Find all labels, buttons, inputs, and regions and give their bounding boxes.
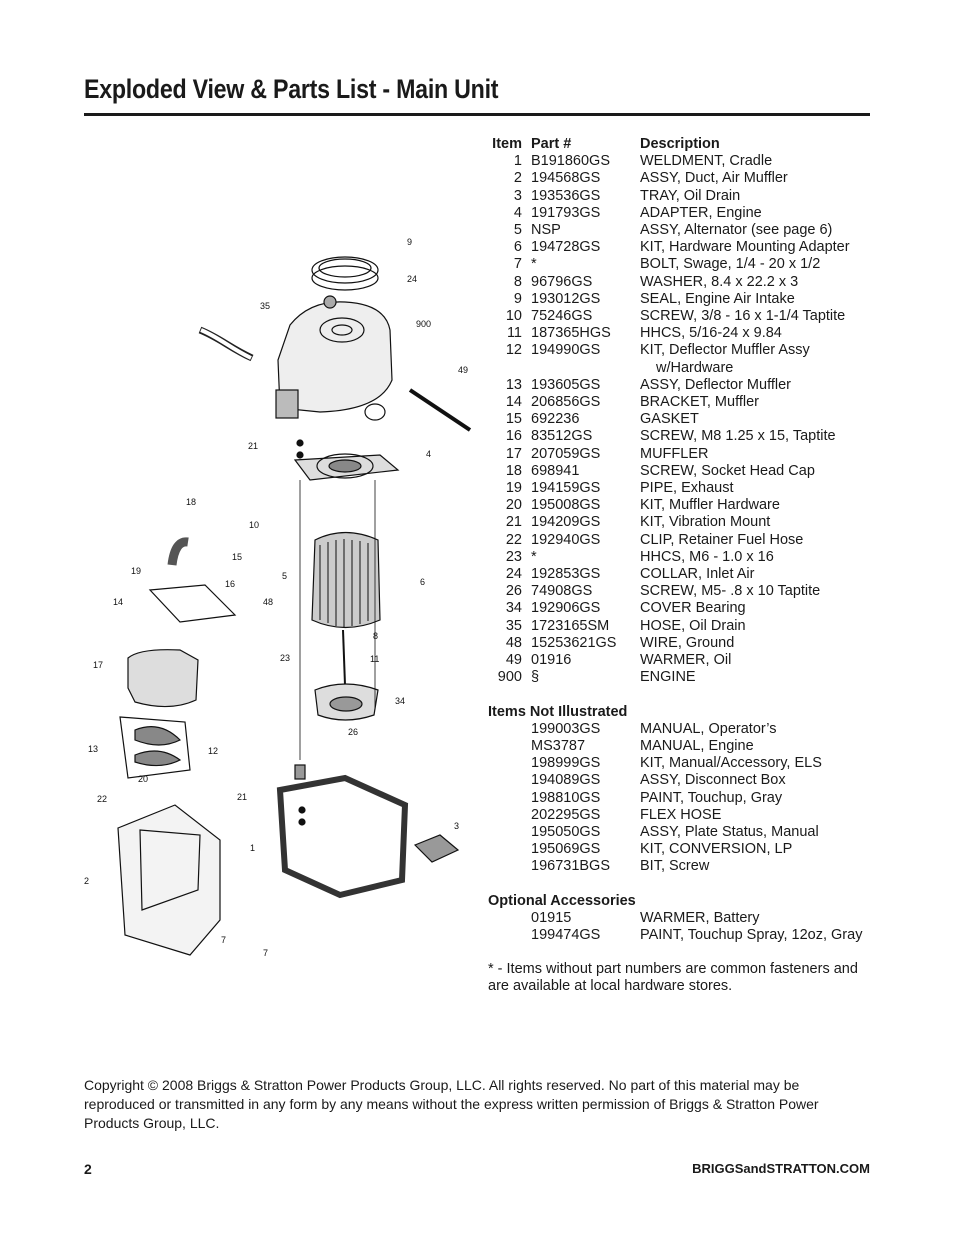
part-description: ASSY, Deflector Muffler [640, 376, 791, 393]
list-item [488, 858, 878, 875]
part-description: ADAPTER, Engine [640, 204, 762, 221]
callout-8: 8 [373, 631, 379, 641]
part-description: WIRE, Ground [640, 634, 735, 651]
part-item-number: 34 [505, 600, 522, 617]
cradle-frame [280, 778, 405, 895]
deflector-muffler [120, 717, 190, 778]
list-item [488, 807, 878, 824]
part-description: KIT, Deflector Muffler Assy [640, 342, 810, 359]
part-description: ASSY, Plate Status, Manual [640, 823, 819, 840]
callout-5: 5 [282, 571, 288, 581]
title-divider [84, 113, 870, 116]
callout-21b: 21 [237, 792, 248, 802]
callout-3: 3 [454, 821, 460, 831]
callout-16: 16 [225, 579, 236, 589]
parts-row [488, 256, 878, 273]
part-item-number: 35 [505, 617, 522, 634]
item-spacer [488, 738, 522, 755]
list-item [488, 824, 878, 841]
muffler [128, 650, 198, 707]
part-description: SCREW, M5- .8 x 10 Taptite [640, 583, 821, 600]
part-description: CLIP, Retainer Fuel Hose [640, 531, 804, 548]
callout-17: 17 [93, 660, 104, 670]
parts-row-continuation [488, 360, 878, 377]
part-item-number: 4 [513, 204, 522, 221]
part-item-number: 20 [505, 497, 522, 514]
item-spacer [488, 807, 522, 824]
part-description: ENGINE [640, 669, 696, 686]
exhaust-pipe [172, 542, 188, 565]
fastener-note: * - Items without part numbers are common fasteners and are available at local hardware stores. [488, 961, 858, 995]
header-part: Part # [531, 136, 572, 152]
part-item-number: 11 [506, 325, 522, 342]
parts-row [488, 618, 878, 635]
list-item [488, 721, 878, 738]
copyright-notice: Copyright © 2008 Briggs & Stratton Power Products Group, LLC. All rights reserved. No part of this material may be reproduced or transmitted in any form by any means without the express written permission of Briggs & Stratton Power Products Group, LLC. [84, 1077, 819, 1131]
part-description: PAINT, Touchup, Gray [640, 789, 783, 806]
part-description: WARMER, Battery [640, 909, 760, 926]
part-description: ASSY, Alternator (see page 6) [640, 222, 833, 239]
part-description: BOLT, Swage, 1/4 - 20 x 1/2 [640, 256, 821, 273]
part-item-number: 12 [505, 342, 522, 359]
header-item: Item [492, 136, 522, 152]
part-item-number: 6 [513, 239, 522, 256]
part-number: NSP [531, 222, 561, 239]
parts-row [488, 549, 878, 566]
part-number: * [531, 548, 537, 565]
part-number: 194209GS [531, 514, 601, 531]
list-item [488, 841, 878, 858]
part-number: B191860GS [531, 153, 611, 170]
parts-table-body [488, 153, 878, 686]
part-number: 96796GS [531, 273, 593, 290]
parts-row [488, 583, 878, 600]
part-number: 75246GS [531, 308, 593, 325]
parts-row [488, 514, 878, 531]
part-item-number: 5 [513, 222, 522, 239]
part-number: 198999GS [531, 755, 601, 772]
parts-row [488, 446, 878, 463]
parts-row [488, 170, 878, 187]
parts-row [488, 153, 878, 170]
footer-website: BRIGGSandSTRATTON.COM [692, 1161, 870, 1176]
part-item-number: 49 [505, 652, 522, 669]
part-description: WELDMENT, Cradle [640, 153, 773, 170]
list-item [488, 927, 878, 944]
part-item-number: 16 [505, 428, 522, 445]
part-number: MS3787 [531, 737, 586, 754]
callout-48: 48 [263, 597, 274, 607]
part-number: * [531, 256, 537, 273]
part-item-number: 48 [505, 634, 522, 651]
page-number: 2 [84, 1161, 92, 1177]
header-description: Description [640, 136, 720, 152]
part-item-number: 19 [505, 480, 522, 497]
part-number: 698941 [531, 462, 580, 479]
callout-14: 14 [113, 597, 124, 607]
part-description: FLEX HOSE [640, 806, 722, 823]
part-item-number: 13 [505, 376, 522, 393]
parts-row [488, 566, 878, 583]
part-description: PIPE, Exhaust [640, 480, 734, 497]
part-item-number: 26 [505, 583, 522, 600]
muffler-bracket [150, 585, 235, 622]
part-description: HOSE, Oil Drain [640, 617, 746, 634]
part-item-number: 14 [505, 394, 522, 411]
part-number: 194159GS [531, 480, 601, 497]
part-description: SCREW, M8 1.25 x 15, Taptite [640, 428, 836, 445]
oil-drain-tray [415, 835, 458, 862]
part-description: HHCS, M6 - 1.0 x 16 [640, 548, 774, 565]
part-description: COVER Bearing [640, 600, 746, 617]
callout-21a: 21 [248, 441, 259, 451]
part-number: 199003GS [531, 720, 601, 737]
callout-23: 23 [280, 653, 291, 663]
part-description: MANUAL, Engine [640, 737, 754, 754]
part-item-number: 24 [505, 566, 522, 583]
part-item-number: 10 [505, 308, 522, 325]
part-number: 74908GS [531, 583, 593, 600]
part-number: 193536GS [531, 187, 601, 204]
item-spacer [488, 841, 522, 858]
part-description: PAINT, Touchup Spray, 12oz, Gray [640, 926, 863, 943]
exploded-view-diagram [80, 230, 480, 970]
part-number: 207059GS [531, 445, 601, 462]
parts-row [488, 463, 878, 480]
part-description-continued: w/Hardware [656, 359, 734, 376]
part-number: 206856GS [531, 394, 601, 411]
part-number: 01916 [531, 652, 572, 669]
part-number: 192906GS [531, 600, 601, 617]
callout-22: 22 [97, 794, 108, 804]
parts-row [488, 377, 878, 394]
part-item-number: 21 [505, 514, 522, 531]
part-number: 193605GS [531, 376, 601, 393]
part-description: KIT, Muffler Hardware [640, 497, 780, 514]
callout-9: 9 [407, 237, 413, 247]
alternator [312, 533, 380, 628]
parts-row [488, 652, 878, 669]
item-spacer [488, 755, 522, 772]
callout-11: 11 [370, 654, 380, 664]
callout-10: 10 [249, 520, 260, 530]
part-description: KIT, Vibration Mount [640, 514, 771, 531]
callout-2: 2 [84, 876, 90, 886]
parts-row [488, 308, 878, 325]
part-description: ASSY, Duct, Air Muffler [640, 170, 788, 187]
part-description: TRAY, Oil Drain [640, 187, 741, 204]
item-spacer [488, 772, 522, 789]
part-number: 01915 [531, 909, 572, 926]
part-description: SEAL, Engine Air Intake [640, 290, 795, 307]
parts-row [488, 635, 878, 652]
parts-table-header [488, 136, 878, 153]
oil-warmer [410, 390, 470, 430]
part-number: 692236 [531, 411, 580, 428]
part-item-number: 8 [513, 273, 522, 290]
part-item-number: 18 [505, 462, 522, 479]
parts-row [488, 342, 878, 359]
part-description: WARMER, Oil [640, 652, 732, 669]
parts-list [488, 136, 878, 996]
part-description: KIT, Hardware Mounting Adapter [640, 239, 850, 256]
part-item-number: 7 [513, 256, 522, 273]
parts-row [488, 239, 878, 256]
air-muffler-duct [118, 805, 220, 955]
part-number: 195050GS [531, 823, 601, 840]
part-number: 1723165SM [531, 617, 610, 634]
callout-7b: 7 [263, 948, 269, 958]
item-spacer [488, 858, 522, 875]
callout-1: 1 [250, 843, 256, 853]
callout-19: 19 [131, 566, 142, 576]
part-number: § [531, 669, 540, 686]
part-number: 195008GS [531, 497, 601, 514]
callout-24: 24 [407, 274, 418, 284]
part-number: 15253621GS [531, 634, 617, 651]
part-number: 191793GS [531, 204, 601, 221]
part-number-empty [522, 360, 640, 377]
part-number: 187365HGS [531, 325, 611, 342]
callout-34: 34 [395, 696, 406, 706]
part-number: 194089GS [531, 772, 601, 789]
not-illustrated-list [488, 721, 878, 876]
part-item-number: 23 [505, 548, 522, 565]
part-number: 195069GS [531, 841, 601, 858]
list-item [488, 772, 878, 789]
part-number: 83512GS [531, 428, 593, 445]
callout-20: 20 [138, 774, 149, 784]
parts-row [488, 291, 878, 308]
callout-6: 6 [420, 577, 426, 587]
part-item-number: 900 [497, 669, 522, 686]
part-description: HHCS, 5/16-24 x 9.84 [640, 325, 782, 342]
parts-row [488, 600, 878, 617]
part-number: 192940GS [531, 531, 601, 548]
item-spacer [488, 790, 522, 807]
part-description: BIT, Screw [640, 858, 710, 875]
part-description: BRACKET, Muffler [640, 394, 759, 411]
parts-row [488, 222, 878, 239]
callout-26: 26 [348, 727, 359, 737]
callout-13: 13 [88, 744, 99, 754]
list-item [488, 790, 878, 807]
part-item-number: 15 [505, 411, 522, 428]
part-description: SCREW, Socket Head Cap [640, 462, 815, 479]
part-number: 202295GS [531, 806, 601, 823]
callout-35: 35 [260, 301, 271, 311]
not-illustrated-title: Items Not Illustrated [488, 703, 628, 720]
part-description: ASSY, Disconnect Box [640, 772, 786, 789]
parts-row [488, 274, 878, 291]
callout-18: 18 [186, 497, 197, 507]
callout-7a: 7 [221, 935, 227, 945]
part-item-number: 17 [505, 445, 522, 462]
parts-row [488, 497, 878, 514]
page-title: Exploded View & Parts List - Main Unit [84, 74, 499, 104]
parts-row [488, 532, 878, 549]
part-number: 198810GS [531, 789, 601, 806]
part-description: WASHER, 8.4 x 22.2 x 3 [640, 273, 799, 290]
callout-49: 49 [458, 365, 469, 375]
part-number: 194728GS [531, 239, 601, 256]
list-item [488, 738, 878, 755]
part-description: GASKET [640, 411, 699, 428]
parts-row [488, 205, 878, 222]
part-description: KIT, CONVERSION, LP [640, 841, 793, 858]
item-spacer [488, 824, 522, 841]
optional-accessories-title: Optional Accessories [488, 892, 636, 909]
list-item [488, 910, 878, 927]
part-number: 192853GS [531, 566, 601, 583]
part-description: COLLAR, Inlet Air [640, 566, 755, 583]
parts-row [488, 394, 878, 411]
long-bolt [343, 630, 345, 685]
part-number: 196731BGS [531, 858, 611, 875]
part-number: 199474GS [531, 926, 601, 943]
part-number: 194990GS [531, 342, 601, 359]
parts-row [488, 428, 878, 445]
item-spacer [488, 910, 522, 927]
callout-15: 15 [232, 552, 243, 562]
part-item-number: 2 [513, 170, 522, 187]
part-item-number: 1 [513, 153, 522, 170]
optional-accessories-list [488, 910, 878, 944]
item-spacer [488, 927, 522, 944]
parts-row [488, 325, 878, 342]
parts-row [488, 188, 878, 205]
part-item-number: 9 [513, 290, 522, 307]
part-item-number: 3 [513, 187, 522, 204]
parts-row [488, 411, 878, 428]
parts-row [488, 480, 878, 497]
part-description: KIT, Manual/Accessory, ELS [640, 755, 822, 772]
callout-900: 900 [416, 319, 432, 329]
part-item-number: 22 [505, 531, 522, 548]
part-item-empty [488, 360, 522, 377]
part-description: SCREW, 3/8 - 16 x 1-1/4 Taptite [640, 308, 846, 325]
parts-row [488, 669, 878, 686]
part-number: 194568GS [531, 170, 601, 187]
list-item [488, 755, 878, 772]
item-spacer [488, 721, 522, 738]
part-description: MUFFLER [640, 445, 709, 462]
part-description: MANUAL, Operator’s [640, 720, 777, 737]
part-number: 193012GS [531, 290, 601, 307]
callout-12: 12 [208, 746, 219, 756]
callout-4: 4 [426, 449, 432, 459]
